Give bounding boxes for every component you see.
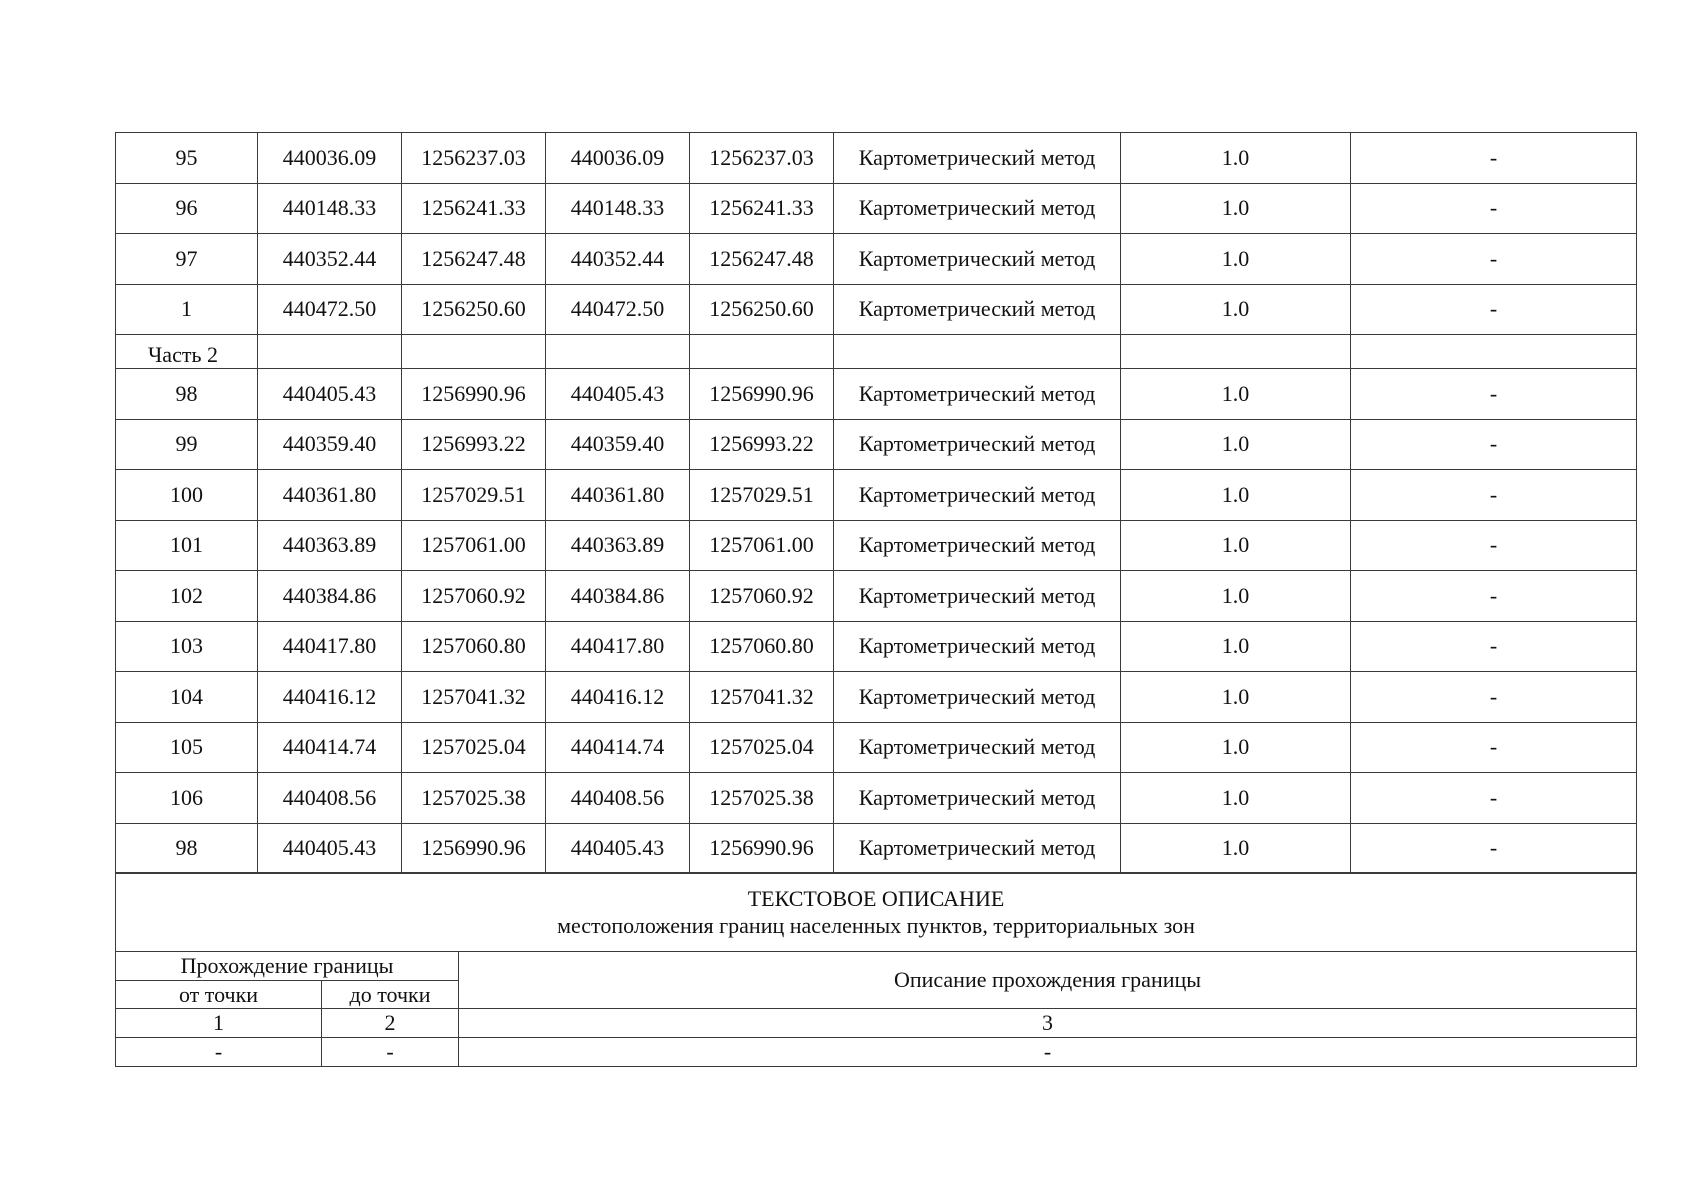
note-cell: -	[1351, 133, 1637, 184]
passage-header: Прохождение границы	[116, 952, 459, 981]
x-coordinate-cell: 440148.33	[258, 183, 402, 234]
note-cell: -	[1351, 571, 1637, 622]
point-number-cell: 104	[116, 672, 258, 723]
x-coordinate-new-cell: 440384.86	[546, 571, 690, 622]
part-separator	[116, 335, 1637, 369]
y-coordinate-new-cell: 1257041.32	[690, 672, 834, 723]
coordinates-table	[115, 132, 1637, 874]
y-coordinate-new-cell: 1256237.03	[690, 133, 834, 184]
x-coordinate-new-cell: 440405.43	[546, 369, 690, 420]
x-coordinate-new-cell: 440036.09	[546, 133, 690, 184]
y-coordinate-new-cell: 1256993.22	[690, 419, 834, 470]
point-number-cell: 1	[116, 284, 258, 335]
y-coordinate-cell: 1257041.32	[402, 672, 546, 723]
table-row	[116, 773, 1637, 824]
y-coordinate-cell: 1256993.22	[402, 419, 546, 470]
x-coordinate-new-cell: 440363.89	[546, 520, 690, 571]
method-cell: Картометрический метод	[834, 369, 1121, 420]
point-number-cell: 100	[116, 470, 258, 521]
method-cell: Картометрический метод	[834, 234, 1121, 285]
point-number-cell: 106	[116, 773, 258, 824]
x-coordinate-cell: 440414.74	[258, 722, 402, 773]
accuracy-cell: 1.0	[1121, 672, 1351, 723]
x-coordinate-cell: 440472.50	[258, 284, 402, 335]
table-row	[116, 133, 1637, 184]
to-point-header: до точки	[322, 980, 459, 1009]
description-cell: -	[459, 1038, 1637, 1067]
method-cell: Картометрический метод	[834, 571, 1121, 622]
column-number: 1	[116, 1009, 322, 1038]
x-coordinate-cell: 440361.80	[258, 470, 402, 521]
y-coordinate-new-cell: 1257025.04	[690, 722, 834, 773]
accuracy-cell: 1.0	[1121, 234, 1351, 285]
x-coordinate-cell: 440417.80	[258, 621, 402, 672]
accuracy-cell: 1.0	[1121, 722, 1351, 773]
table-row	[116, 470, 1637, 521]
note-cell: -	[1351, 722, 1637, 773]
x-coordinate-cell: 440363.89	[258, 520, 402, 571]
description-title-cell	[116, 873, 1637, 952]
document-sheet	[115, 132, 1636, 1067]
point-number-cell: 98	[116, 369, 258, 420]
y-coordinate-new-cell: 1256990.96	[690, 823, 834, 874]
note-cell: -	[1351, 284, 1637, 335]
y-coordinate-cell: 1256250.60	[402, 284, 546, 335]
method-cell: Картометрический метод	[834, 419, 1121, 470]
table-row	[116, 369, 1637, 420]
note-cell: -	[1351, 183, 1637, 234]
method-cell: Картометрический метод	[834, 722, 1121, 773]
y-coordinate-new-cell: 1256990.96	[690, 369, 834, 420]
y-coordinate-new-cell: 1257061.00	[690, 520, 834, 571]
note-cell: -	[1351, 419, 1637, 470]
column-number: 3	[459, 1009, 1637, 1038]
x-coordinate-cell: 440359.40	[258, 419, 402, 470]
table-row	[116, 571, 1637, 622]
y-coordinate-cell: 1256990.96	[402, 369, 546, 420]
y-coordinate-cell: 1257025.38	[402, 773, 546, 824]
x-coordinate-cell: 440405.43	[258, 823, 402, 874]
x-coordinate-cell: 440384.86	[258, 571, 402, 622]
part-row	[116, 335, 1637, 369]
method-cell: Картометрический метод	[834, 672, 1121, 723]
description-subtitle: местоположения границ населенных пунктов, территориальных зон	[557, 913, 1195, 939]
accuracy-cell: 1.0	[1121, 284, 1351, 335]
note-cell: -	[1351, 823, 1637, 874]
method-cell: Картометрический метод	[834, 520, 1121, 571]
y-coordinate-cell: 1257029.51	[402, 470, 546, 521]
x-coordinate-new-cell: 440405.43	[546, 823, 690, 874]
method-cell: Картометрический метод	[834, 284, 1121, 335]
table-row	[116, 234, 1637, 285]
coordinates-part1	[116, 133, 1637, 335]
method-cell: Картометрический метод	[834, 621, 1121, 672]
point-number-cell: 97	[116, 234, 258, 285]
x-coordinate-new-cell: 440408.56	[546, 773, 690, 824]
accuracy-cell: 1.0	[1121, 773, 1351, 824]
x-coordinate-new-cell: 440361.80	[546, 470, 690, 521]
coordinates-part2	[116, 369, 1637, 874]
part-label: Часть 2	[116, 335, 258, 369]
y-coordinate-new-cell: 1257060.80	[690, 621, 834, 672]
x-coordinate-cell: 440036.09	[258, 133, 402, 184]
y-coordinate-cell: 1256237.03	[402, 133, 546, 184]
method-cell: Картометрический метод	[834, 773, 1121, 824]
table-row	[116, 823, 1637, 874]
table-row	[116, 672, 1637, 723]
x-coordinate-cell: 440352.44	[258, 234, 402, 285]
y-coordinate-new-cell: 1256247.48	[690, 234, 834, 285]
accuracy-cell: 1.0	[1121, 823, 1351, 874]
table-row	[116, 284, 1637, 335]
accuracy-cell: 1.0	[1121, 419, 1351, 470]
boundary-description-table	[115, 872, 1637, 1067]
method-cell: Картометрический метод	[834, 470, 1121, 521]
point-number-cell: 103	[116, 621, 258, 672]
x-coordinate-new-cell: 440414.74	[546, 722, 690, 773]
table-row	[116, 419, 1637, 470]
accuracy-cell: 1.0	[1121, 621, 1351, 672]
x-coordinate-new-cell: 440352.44	[546, 234, 690, 285]
table-row	[116, 183, 1637, 234]
method-cell: Картометрический метод	[834, 133, 1121, 184]
point-number-cell: 102	[116, 571, 258, 622]
table-row	[116, 722, 1637, 773]
point-number-cell: 95	[116, 133, 258, 184]
x-coordinate-new-cell: 440416.12	[546, 672, 690, 723]
note-cell: -	[1351, 470, 1637, 521]
note-cell: -	[1351, 672, 1637, 723]
table-row	[116, 621, 1637, 672]
point-number-cell: 101	[116, 520, 258, 571]
point-number-cell: 96	[116, 183, 258, 234]
y-coordinate-cell: 1256241.33	[402, 183, 546, 234]
y-coordinate-cell: 1256990.96	[402, 823, 546, 874]
description-header: Описание прохождения границы	[459, 952, 1637, 1009]
from-point-header: от точки	[116, 980, 322, 1009]
y-coordinate-cell: 1257060.80	[402, 621, 546, 672]
note-cell: -	[1351, 520, 1637, 571]
note-cell: -	[1351, 369, 1637, 420]
accuracy-cell: 1.0	[1121, 133, 1351, 184]
accuracy-cell: 1.0	[1121, 571, 1351, 622]
y-coordinate-cell: 1256247.48	[402, 234, 546, 285]
y-coordinate-new-cell: 1257025.38	[690, 773, 834, 824]
note-cell: -	[1351, 234, 1637, 285]
y-coordinate-new-cell: 1256250.60	[690, 284, 834, 335]
column-number: 2	[322, 1009, 459, 1038]
y-coordinate-new-cell: 1256241.33	[690, 183, 834, 234]
point-number-cell: 105	[116, 722, 258, 773]
description-row	[116, 1038, 1637, 1067]
to-point-cell: -	[322, 1038, 459, 1067]
method-cell: Картометрический метод	[834, 183, 1121, 234]
x-coordinate-cell: 440408.56	[258, 773, 402, 824]
x-coordinate-cell: 440405.43	[258, 369, 402, 420]
y-coordinate-cell: 1257060.92	[402, 571, 546, 622]
accuracy-cell: 1.0	[1121, 470, 1351, 521]
y-coordinate-new-cell: 1257029.51	[690, 470, 834, 521]
method-cell: Картометрический метод	[834, 823, 1121, 874]
y-coordinate-new-cell: 1257060.92	[690, 571, 834, 622]
x-coordinate-cell: 440416.12	[258, 672, 402, 723]
y-coordinate-cell: 1257061.00	[402, 520, 546, 571]
point-number-cell: 98	[116, 823, 258, 874]
point-number-cell: 99	[116, 419, 258, 470]
accuracy-cell: 1.0	[1121, 369, 1351, 420]
note-cell: -	[1351, 621, 1637, 672]
x-coordinate-new-cell: 440359.40	[546, 419, 690, 470]
accuracy-cell: 1.0	[1121, 520, 1351, 571]
note-cell: -	[1351, 773, 1637, 824]
description-title: ТЕКСТОВОЕ ОПИСАНИЕ	[747, 885, 1005, 911]
column-numbers-row	[116, 1009, 1637, 1038]
x-coordinate-new-cell: 440148.33	[546, 183, 690, 234]
accuracy-cell: 1.0	[1121, 183, 1351, 234]
x-coordinate-new-cell: 440417.80	[546, 621, 690, 672]
table-row	[116, 520, 1637, 571]
from-point-cell: -	[116, 1038, 322, 1067]
x-coordinate-new-cell: 440472.50	[546, 284, 690, 335]
y-coordinate-cell: 1257025.04	[402, 722, 546, 773]
